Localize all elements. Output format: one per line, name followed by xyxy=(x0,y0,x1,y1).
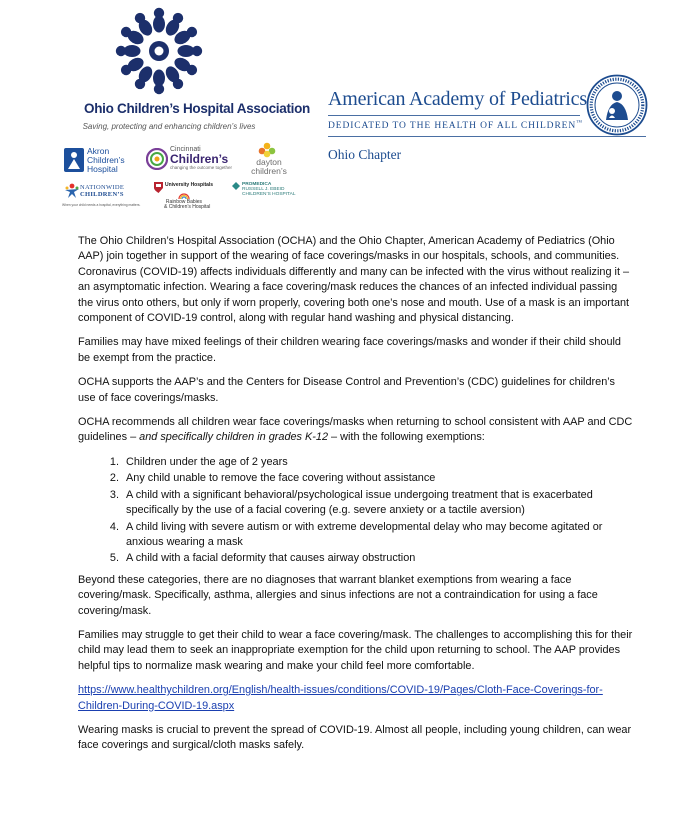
list-item: 5. A child with a facial deformity that causes airway obstruction xyxy=(122,551,634,566)
ocha-logo-icon xyxy=(114,6,204,96)
dayton-line-2: children’s xyxy=(251,165,287,176)
uh-line-3: & Children’s Hospital xyxy=(164,204,211,211)
list-item: 2. Any child unable to remove the face covering without assistance xyxy=(122,471,634,486)
uh-rainbow-icon xyxy=(178,192,190,199)
aap-seal-icon xyxy=(586,74,648,136)
list-item: 1. Children under the age of 2 years xyxy=(122,455,634,470)
paragraph-families-struggle: Families may struggle to get their child to wear a face covering/mask. The challenges to accomplishing this for their child may lead them to seek an inappropriate exemption for the child upon returning to school. The AAP provides helpful tips to normalize mask wearing and make your child feel more comfortable. xyxy=(78,628,633,672)
dayton-flower-icon xyxy=(258,142,276,158)
uh-rainbow-logo xyxy=(154,182,224,214)
akron-line-2: Children’s xyxy=(87,154,125,165)
promedica-line-3: CHILDREN’S HOSPITAL xyxy=(242,192,296,198)
cincinnati-icon xyxy=(146,148,168,170)
ocha-tagline: Saving, protecting and enhancing children’s lives xyxy=(82,122,256,131)
paragraph-closing: Wearing masks is crucial to prevent the spread of COVID-19. Almost all people, including young children, can wear face coverings and surgical/cloth masks safely. xyxy=(78,723,632,752)
recommendation-emphasis: and specifically children in grades K-12 xyxy=(139,431,329,444)
paragraph-mixed-feelings: Families may have mixed feelings of their children wearing face coverings/masks and wonder if their child should be exempt from the practice. xyxy=(78,336,621,364)
aap-name: American Academy of Pediatrics xyxy=(328,88,587,110)
nationwide-line-2: CHILDREN’S xyxy=(80,190,124,198)
promedica-logo xyxy=(232,182,302,212)
exemption-list xyxy=(78,455,634,567)
ocha-figure xyxy=(153,16,165,33)
cincinnati-line-1: Cincinnati xyxy=(170,146,201,153)
ocha-figure xyxy=(155,47,164,56)
ocha-name: Ohio Children’s Hospital Association xyxy=(84,101,310,116)
aap-divider-bottom xyxy=(328,136,646,137)
dayton-line-1: dayton xyxy=(256,157,282,167)
nationwide-line-1: NATIONWIDE xyxy=(80,184,125,191)
recommendation-start: OCHA recommends all children wear face coverings/masks when returning to school consistent with AAP and CDC guidelines – xyxy=(78,416,633,444)
paragraph-no-diagnoses: Beyond these categories, there are no diagnoses that warrant blanket exemptions from wearing a face covering/mask. Specifically, asthma, allergies and sinus infections are not a contraindication for using a face covering/mask. xyxy=(78,573,598,617)
paragraph-intro: The Ohio Children’s Hospital Association (OCHA) and the Ohio Chapter, American Academy of Pediatrics (Ohio AAP) join together in support of the wearing of face coverings/masks in our hospitals, schools, and communities. Coronavirus (COVID-19) affects individuals differently and many can be infected with the virus without realizing it – an asymptomatic infection. Wearing a face covering/mask reduces the chances of an infected individual passing the virus onto others, but only if worn properly, covering both one’s nose and mouth. Use of a mask is an important component of COVID-19 control, along with regular hand washing and physical distancing. xyxy=(78,235,630,325)
uh-line-2: Rainbow Babies xyxy=(165,199,203,205)
aap-tagline-text: DEDICATED TO THE HEALTH OF ALL CHILDREN xyxy=(328,121,577,132)
list-item: 3. A child with a significant behavioral/psychological issue undergoing treatment that is exacerbated specifically by the use of a facial covering (e.g. severe anxiety or a tactile aversion) xyxy=(122,488,634,519)
ocha-figure xyxy=(178,45,195,57)
cincinnati-childrens-logo xyxy=(146,146,233,174)
promedica-line-1: PROMEDICA xyxy=(242,182,272,187)
healthychildren-link[interactable]: https://www.healthychildren.org/English/health-issues/conditions/COVID-19/Pages/Cloth-Face-Coverings-for-Children-During-COVID-19.aspx xyxy=(78,684,603,712)
recommendation-end: – with the following exemptions: xyxy=(328,431,485,444)
paragraph-recommendation xyxy=(78,415,634,446)
paragraph-ocha-supports: OCHA supports the AAP’s and the Centers for Disease Control and Prevention’s (CDC) guidelines for children’s use of face coverings/masks. xyxy=(78,376,615,404)
akron-line-1: Akron xyxy=(87,146,110,156)
nationwide-figure-icon xyxy=(64,183,80,199)
cincinnati-line-2: Children’s xyxy=(170,152,229,167)
akron-childrens-logo xyxy=(64,147,134,175)
aap-divider-top xyxy=(328,115,580,116)
uh-shield-icon xyxy=(154,182,163,193)
cincinnati-line-3: changing the outcome together xyxy=(170,164,233,170)
ocha-figure xyxy=(124,45,141,57)
aap-trademark: ™ xyxy=(576,120,583,126)
list-item: 4. A child living with severe autism or with extreme developmental delay who may become agitated or anxious wearing a mask xyxy=(122,520,634,551)
akron-line-3: Hospital xyxy=(87,163,118,174)
aap-tagline xyxy=(328,120,583,131)
promedica-icon xyxy=(232,182,240,190)
akron-icon xyxy=(64,148,84,172)
letter-body xyxy=(78,234,634,763)
uh-line-1: University Hospitals xyxy=(165,182,214,188)
link-paragraph xyxy=(78,683,634,714)
ocha-figure xyxy=(153,70,165,87)
nationwide-childrens-logo xyxy=(62,182,142,212)
nationwide-line-3: When your child needs a hospital, everything matters. xyxy=(62,203,141,207)
aap-chapter: Ohio Chapter xyxy=(328,147,402,162)
promedica-line-2: RUSSELL J. EBEID xyxy=(242,187,285,193)
dayton-childrens-logo xyxy=(246,142,294,178)
